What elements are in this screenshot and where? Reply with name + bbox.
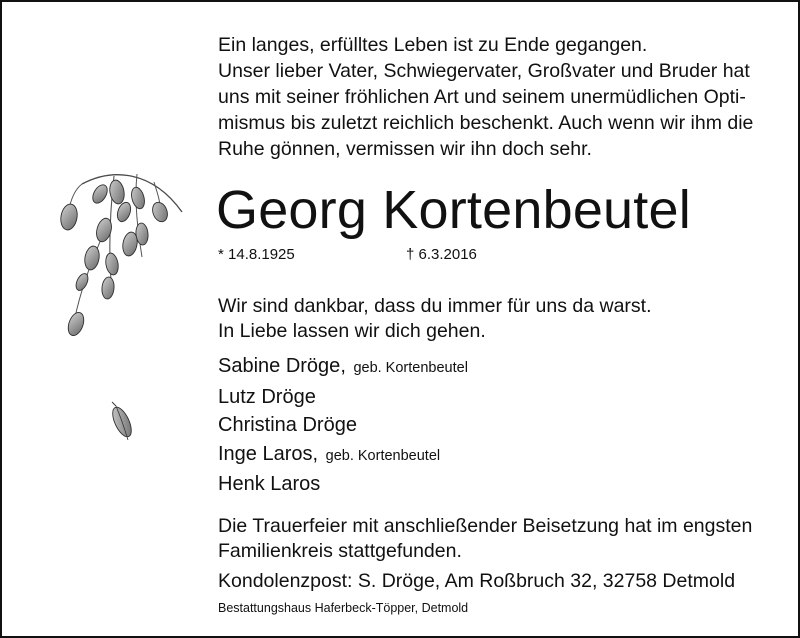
mourner-comma: , [312,442,319,465]
mourner-list [218,352,468,499]
birth-date: * 14.8.1925 [218,246,295,263]
mourner-name: Inge Laros [218,442,313,465]
mourner-name: Christina Dröge [218,414,357,436]
mourner-name: Lutz Dröge [218,385,316,408]
mourner-item [218,411,468,440]
mourner-name: Sabine Dröge [218,355,341,377]
mourner-item [218,440,468,471]
intro-line: Unser lieber Vater, Schwiegervater, Großvater und Bruder hat [218,60,750,82]
birch-branch-icon [42,162,192,462]
mourner-item [218,352,468,383]
mourner-item [218,470,468,499]
intro-text [218,32,778,162]
ceremony-line: Familienkreis stattgefunden. [218,540,462,562]
undertaker-name: Bestattungshaus Haferbeck-Töpper, Detmold [218,601,469,615]
death-date: † 6.3.2016 [406,246,477,263]
intro-line: Ein langes, erfülltes Leben ist zu Ende gegangen. [218,34,648,56]
deceased-name: Georg Kortenbeutel [216,180,691,240]
ceremony-text [218,514,752,564]
condolence-address: Kondolenzpost: S. Dröge, Am Roßbruch 32, 32758 Detmold [218,570,736,592]
mourner-comma: , [340,355,346,377]
falling-leaf-icon [109,402,135,440]
maiden-name: geb. Kortenbeutel [353,360,468,376]
intro-line: mismus bis zuletzt reichlich beschenkt. Auch wenn wir ihm die [218,112,754,134]
thanks-line: In Liebe lassen wir dich gehen. [218,320,486,342]
ceremony-line: Die Trauerfeier mit anschließender Beisetzung hat im engsten [218,515,753,537]
intro-line: uns mit seiner fröhlichen Art und seinem unermüdlichen Opti- [218,86,746,108]
mourner-name: Henk Laros [218,473,321,495]
mourner-item [218,383,468,412]
intro-line: Ruhe gönnen, vermissen wir ihn doch sehr. [218,138,592,160]
maiden-name: geb. Kortenbeutel [325,447,441,464]
thanks-line: Wir sind dankbar, dass du immer für uns da warst. [218,295,652,317]
thanks-text [218,294,652,344]
